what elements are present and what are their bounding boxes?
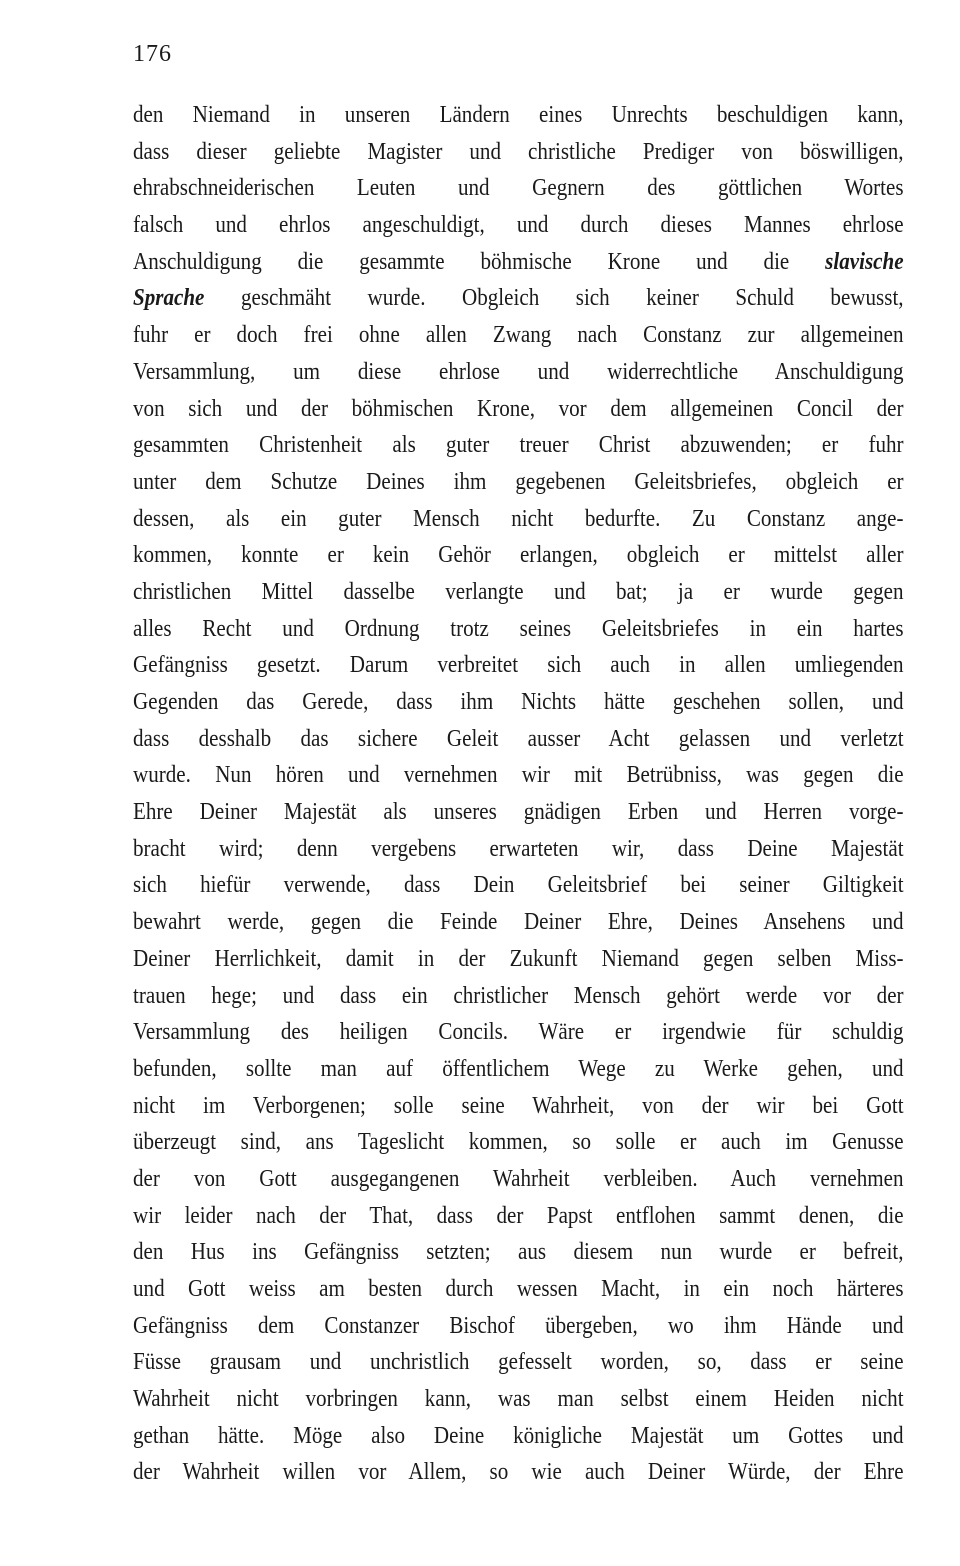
text-line: fuhr er doch frei ohne allen Zwang nach Constanz zur allgemeinen (133, 321, 904, 349)
text-line: Gefängniss dem Constanzer Bischof übergeben, wo ihm Hände und (133, 1311, 904, 1339)
text-line: falsch und ehrlos angeschuldigt, und durch dieses Mannes ehrlose (133, 211, 904, 239)
text-line: Deiner Herrlichkeit, damit in der Zukunft Niemand gegen selben Miss- (133, 944, 904, 972)
text-line: Ehre Deiner Majestät als unseres gnädigen Erben und Herren vorge- (133, 798, 904, 826)
body-text (133, 97, 904, 1491)
text-line: und Gott weiss am besten durch wessen Macht, in ein noch härteres (133, 1275, 904, 1302)
text-segment: Anschuldigung die gesammte böhmische Krone und die (133, 247, 790, 275)
text-line: christlichen Mittel dasselbe verlangte und bat; ja er wurde gegen (133, 577, 904, 605)
text-line: überzeugt sind, ans Tageslicht kommen, so solle er auch im Genusse (133, 1128, 904, 1156)
text-line: sich hiefür verwende, dass Dein Geleitsbrief bei seiner Giltigkeit (133, 871, 904, 899)
text-line: den Hus ins Gefängniss setzten; aus diesem nun wurde er befreit, (133, 1238, 904, 1266)
text-line: Versammlung, um diese ehrlose und widerrechtliche Anschuldigung (133, 357, 904, 385)
text-line: dass dieser geliebte Magister und christliche Prediger von böswilligen, (133, 137, 904, 165)
text-line: kommen, konnte er kein Gehör erlangen, obgleich er mittelst aller (133, 541, 904, 569)
text-line: Wahrheit nicht vorbringen kann, was man selbst einem Heiden nicht (133, 1385, 904, 1413)
text-line (133, 280, 904, 317)
text-line: gethan hätte. Möge also Deine königliche Majestät um Gottes und (133, 1421, 904, 1449)
emphasized-word: Sprache (133, 284, 205, 312)
text-line: nicht im Verborgenen; solle seine Wahrheit, von der wir bei Gott (133, 1091, 904, 1119)
text-line: dass desshalb das sichere Geleit ausser Acht gelassen und verletzt (133, 724, 904, 752)
text-line: ehrabschneiderischen Leuten und Gegnern des göttlichen Wortes (133, 174, 904, 202)
text-line: der Wahrheit willen vor Allem, so wie auch Deiner Würde, der Ehre (133, 1458, 904, 1486)
text-line: wir leider nach der That, dass der Papst entflohen sammt denen, die (133, 1201, 904, 1229)
text-line: bewahrt werde, gegen die Feinde Deiner Ehre, Deines Ansehens und (133, 908, 904, 936)
text-line: befunden, sollte man auf öffentlichem Wege zu Werke gehen, und (133, 1054, 904, 1082)
text-line: der von Gott ausgegangenen Wahrheit verbleiben. Auch vernehmen (133, 1164, 904, 1192)
text-segment: geschmäht wurde. Obgleich sich keiner Schuld bewusst, (240, 284, 904, 312)
text-line (133, 244, 904, 281)
text-line: Versammlung des heiligen Concils. Wäre er irgendwie für schuldig (133, 1018, 904, 1046)
text-line: den Niemand in unseren Ländern eines Unrechts beschuldigen kann, (133, 101, 904, 128)
emphasized-word: slavische (825, 247, 904, 275)
text-line: dessen, als ein guter Mensch nicht bedurfte. Zu Constanz ange- (133, 504, 904, 532)
text-line: von sich und der böhmischen Krone, vor dem allgemeinen Concil der (133, 394, 904, 422)
text-line: alles Recht und Ordnung trotz seines Geleitsbriefes in ein hartes (133, 614, 904, 642)
text-line: wurde. Nun hören und vernehmen wir mit Betrübniss, was gegen die (133, 761, 904, 789)
text-line: gesammten Christenheit als guter treuer Christ abzuwenden; er fuhr (133, 431, 904, 459)
text-line: Füsse grausam und unchristlich gefesselt worden, so, dass er seine (133, 1348, 904, 1376)
text-line: Gegenden das Gerede, dass ihm Nichts hätte geschehen sollen, und (133, 688, 904, 715)
text-line: Gefängniss gesetzt. Darum verbreitet sich auch in allen umliegenden (133, 651, 904, 679)
text-line: bracht wird; denn vergebens erwarteten wir, dass Deine Majestät (133, 834, 904, 862)
text-line: trauen hege; und dass ein christlicher Mensch gehört werde vor der (133, 981, 904, 1009)
page-number: 176 (133, 41, 172, 67)
text-line: unter dem Schutze Deines ihm gegebenen Geleitsbriefes, obgleich er (133, 467, 904, 495)
